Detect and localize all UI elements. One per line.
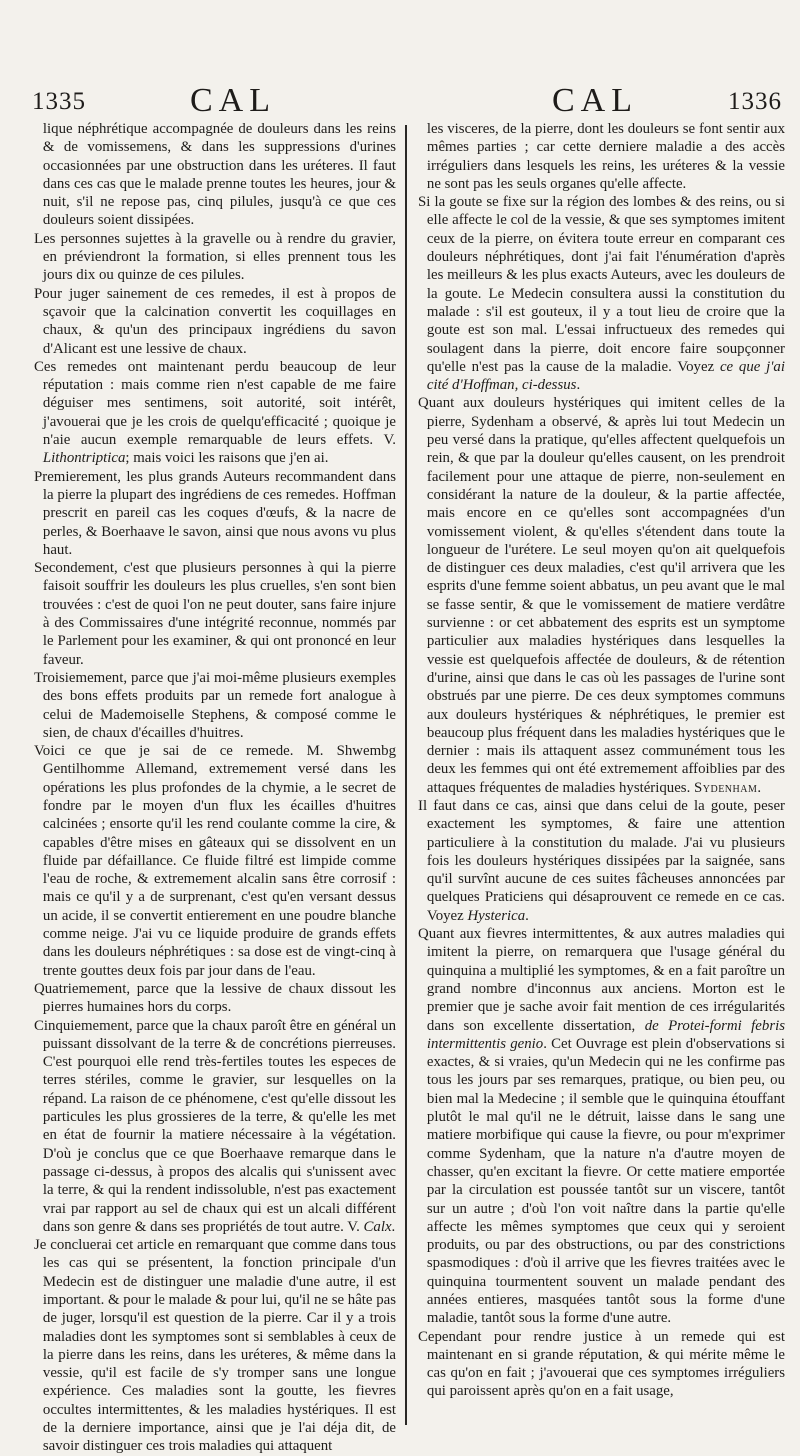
left-page-number: 1335 [32,88,86,115]
paragraph [34,120,396,230]
column-divider [405,125,407,1425]
paragraph-tail: . Cet Ouvrage est plein d'observations si exactes, & si vraies, qu'un Medecin qui ne les confirme pas tous les jours par ses remarques, pratique, ou bien peu, ou bien mal la Medecine ; il semble que le quinquina étouffant plutôt le mal qu'il ne le détruit, laisse dans le sang une matiere morbifique qui cause la fievre, ou pour m'exprimer comme Sydenham, que la nature n'a d'autre moyen de chasser, qu'en excitant la fievre. Or cette matiere emportée par la circulation est poussée tantôt sur un viscere, tantôt sur un autre ; d'où l'on voit naître dans la partie qu'elle affecte les mêmes symptomes que ceux qui y seroient produits, ou par des obstructions, ou par des constrictions spasmodiques : d'où il arrive que les fievres traitées avec le quinquina tourmentent souvent un malade pendant des années entieres, masquées tantôt sous la forme d'une maladie, tantôt sous la forme d'une autre. [426,1035,785,1327]
paragraph-text: Les personnes sujettes à la gravelle ou à rendre du gravier, en préviendront la formation, si elles prennent tous les jours dix ou quinze de ces pilules. [34,230,396,284]
paragraph [34,230,396,285]
paragraph-text: Voici ce que je sai de ce remede. M. Shwembg Gentilhomme Allemand, extremement versé dans les opérations les plus profondes de la chymie, a le secret de fondre par le moyen d'un flux les écailles d'huitres calcinées ; ensorte qu'il les rend coulante comme la cire, & capables d'être mises en gâteaux qui se dissolvent en un fluide par défaillance. Ce fluide filtré est limpide comme l'eau de roche, & extremement alcalin sans être corrosif : mais ce qu'il y a de surprenant, c'est qu'en versant dessus un acide, il se convertit entierement en une poudre blanche comme neige. J'ai vu ce liquide produire de grands effets dans les douleurs néphrétiques : sa dose est de vingt-cinq à trente gouttes deux fois par jour dans de l'eau. [34,743,396,979]
paragraph-text: Premierement, les plus grands Auteurs recommandent dans la pierre la plupart des ingrédiens de ces remedes. Hoffman prescrit en pareil cas les coques d'œufs, & la nacre de perles, & Boerhaave le savon, ainsi que nous avons vu plus haut. [34,468,396,558]
paragraph [34,468,396,559]
paragraph-text: Secondement, c'est que plusieurs personnes à qui la pierre faisoit souffrir les douleurs les plus cruelles, s'en sont bien trouvées : c'est de quoi l'on ne peut douter, sans faire injure à des Commissaires d'une intégrité reconnue, nommés par le Parlement pour les examiner, & qui ont prononcé en leur faveur. [34,560,396,668]
left-header-word: CAL [190,82,276,119]
paragraph-text: Cependant pour rendre justice à un remede qui est maintenant en si grande réputation, & qui mérite même le cas qu'on en fait ; j'avouerai que ces symptomes irréguliers qui paroissent après qu'on en a fait usage, [418,1328,785,1400]
paragraph-text: Quant aux fievres intermittentes, & aux autres maladies qui imitent la pierre, on remarquera que l'usage général du quinquina a multiplié les symptomes, & en a fait paroître un grand nombre d'inconnus aux anciens. Morton est le premier que je sache avoir fait mention de ces irrégularités dans son excellente dissertation, [418,926,785,1034]
paragraph [34,980,396,1017]
paragraph [418,1328,785,1401]
right-header-word: CAL [552,82,638,119]
paragraph [34,285,396,358]
paragraph [418,394,785,797]
paragraph-tail: ; mais voici les raisons que j'en ai. [125,450,329,467]
paragraph-tail: . [525,907,529,924]
paragraph-text: les visceres, de la pierre, dont les douleurs se font sentir aux mêmes parties ; car cette derniere maladie a des accès irréguliers dans lesquels les reins, les uréteres & la vessie ne sont pas les seuls organes qu'elle affecte. [426,121,785,192]
paragraph-tail: . [757,779,762,796]
paragraph [418,120,785,193]
right-column [418,120,785,1401]
author-attribution: Sydenham [694,779,758,796]
paragraph [418,797,785,925]
italic-reference: Calx [363,1218,392,1235]
paragraph [34,1017,396,1237]
paragraph-text: Il faut dans ce cas, ainsi que dans celui de la goute, peser exactement les symptomes, & faire une attention particuliere à la constitution du malade. J'ai vu plusieurs fois les douleurs hystériques dissipées par la saignée, sans qu'il survînt aucune de ces suites fâcheuses annoncées par quelques Praticiens qui désaprouvent ce remede en ce cas. Voyez [418,797,785,924]
paragraph-tail: . [576,377,581,394]
paragraph-text: lique néphrétique accompagnée de douleurs dans les reins & de vomissemens, & dans les suppressions d'urines occasionnées par une obstruction dans les uréteres. Il faut dans ces cas que le malade prenne toutes les heures, jour & nuit, s'il ne repose pas, cinq pilules, jusqu'à ce que ces douleurs soient dissipées. [42,121,396,229]
italic-reference: Lithontriptica [42,450,126,467]
paragraph-text: Cinquiemement, parce que la chaux paroît être en général un puissant dissolvant de la terre & de concrétions pierreuses. C'est pourquoi elle rend très-fertiles toutes les especes de terres stériles, comme le gravier, sur lesquelles on la répand. La raison de ce phénomene, c'est qu'elle dissout les particules les plus grossieres de la terre, & qu'elle les met en état de fournir la matiere nécessaire à la végétation. D'où je conclus que ce que Boerhaave remarque dans le passage ci-dessus, à propos des alcalis qui s'unissent avec la terre, & qui la rendent indissoluble, n'est pas exactement vrai par rapport au sel de chaux qui est un alcali différent dans son genre & dans ses propriétés de tout autre. V. [34,1017,396,1235]
running-header [0,82,800,122]
paragraph-text: Ces remedes ont maintenant perdu beaucoup de leur réputation : mais comme rien n'est capable de me faire déguiser mes sentimens, soit autorité, soit intérêt, j'avouerai que je les crois de quelqu'efficacité ; quoique je n'aie aucun exemple remarquable de leurs effets. V. [34,358,396,449]
paragraph-text: Je concluerai cet article en remarquant que comme dans tous les cas qui se présentent, la fonction principale d'un Medecin est de distinguer une maladie d'une autre, il est important. & pour le malade & pour lui, qu'il ne se hâte pas de juger, lorsqu'il est question de la pierre. Car il y a trois maladies dont les symptomes sont si semblables à ceux de la pierre dans les reins, dans les uréteres, & même dans la vessie, qu'il est facile de s'y tromper sans une longue expérience. Ces maladies sont la goutte, les fievres occultes intermittentes, & les maladies hystériques. Il est de la derniere importance, ainsi que je l'ai déja dit, de savoir distinguer ces trois maladies qui attaquent [34,1237,396,1455]
paragraph-text: Si la goute se fixe sur la région des lombes & des reins, ou si elle affecte le col de la vessie, & que ses symptomes imitent ceux de la pierre, on évitera toute erreur en comparant ces douleurs néphrétiques, dont j'ai fait l'énumération d'après les meilleurs & les plus exacts Auteurs, avec les douleurs de la goute. Le Medecin consultera aussi la constitution du malade : s'il est gouteux, il y a tout lieu de croire que la goute est son mal. L'essai infructueux des remedes qui soulagent dans la pierre, doit encore faire soupçonner qu'elle n'est pas la cause de la maladie. Voyez [418,194,785,375]
italic-reference: ce que j'ai cité d'Hoffman, ci-dessus [426,358,785,394]
paragraph [34,559,396,669]
paragraph [418,193,785,394]
paragraph-text: Troisiemement, parce que j'ai moi-même plusieurs exemples des bons effets produits par un remede fort analogue à celui de Mademoiselle Stephens, & composé comme le sien, de chaux d'écailles d'huitres. [34,669,396,741]
paragraph-text: Pour juger sainement de ces remedes, il est à propos de sçavoir que la calcination convertit les coquillages en chaux, & qu'un des principaux ingrédiens du savon d'Alicant est une lessive de chaux. [34,285,396,357]
paragraph-text: Quatriemement, parce que la lessive de chaux dissout les pierres humaines hors du corps. [34,980,396,1016]
paragraph [34,742,396,980]
right-page-number: 1336 [728,88,782,115]
paragraph [34,358,396,468]
left-column [34,120,396,1456]
paragraph-tail: . [391,1218,396,1235]
italic-reference: de Protei-formi febris intermittentis genio [426,1017,785,1052]
paragraph [34,1236,396,1456]
italic-reference: Hysterica [467,907,526,924]
paragraph-text: Quant aux douleurs hystériques qui imitent celles de la pierre, Sydenham a observé, & après lui tout Medecin un peu versé dans la pratique, qu'elles affectent quelquefois un rein, & que par la douleur qu'elles causent, on les prendroit facilement pour une attaque de pierre, non-seulement en considérant la nature de la douleur, & la partie affectée, mais encore en ce qu'elles sont accompagnées d'un vomissement violent, & qu'elles s'étendent dans toute la longueur de l'urétere. Le seul moyen qu'on ait quelquefois de distinguer ces deux maladies, c'est qu'il arrivera que les esprits d'une femme soient abbatus, un peu avant que le mal se fasse sentir, & que le vomissement de matiere verdâtre survienne : or cet abbatement des esprits est un symptome particulier aux maladies hystériques dans lesquelles la vessie est quelquefois affectée de douleurs, & de rétention d'urine, ainsi que dans le cas où les passages de l'urine sont obstrués par une pierre. De ces deux symptomes communs aux douleurs hystériques & néphrétiques, le premier est beaucoup plus fréquent dans les maladies hystériques que le dernier : mais ils attaquent assez communément tous les deux les femmes qui ont été extremement affoiblies par des attaques fréquentes de maladies hystériques. [418,395,785,796]
paragraph [34,669,396,742]
paragraph [418,925,785,1328]
